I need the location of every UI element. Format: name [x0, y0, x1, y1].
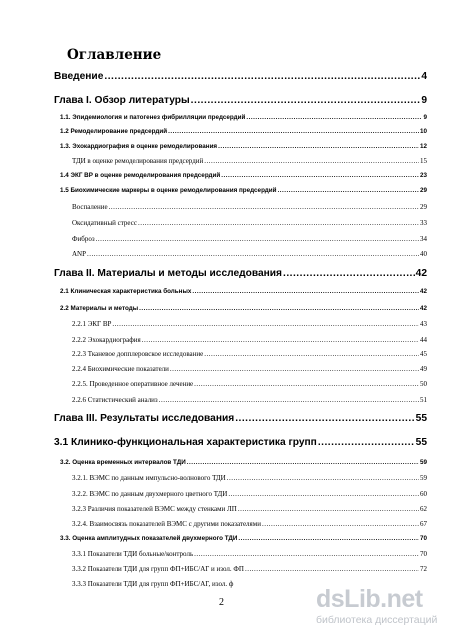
toc-leader-dots [228, 490, 419, 498]
toc-entry-page: 70 [419, 535, 427, 542]
toc-entry-title: 3.2.2. ВЭМС по данным двухмерного цветного ТДИ [72, 490, 228, 498]
toc-entry-page: 9 [421, 95, 427, 106]
toc-entry-page: 42 [419, 288, 427, 295]
toc-leader-dots [192, 288, 419, 295]
toc-entry-title: Введение [54, 71, 104, 82]
toc-entry-title: 3.3.3 Показатели ТДИ для групп ФП+ИБС/АГ, изол. ф [72, 580, 234, 588]
toc-entry-title: 3.2.1. ВЭМС по данным импульсно-волнового ТДИ [72, 474, 226, 482]
toc-entry-page: 45 [420, 350, 427, 358]
toc-entry[interactable] [60, 172, 427, 179]
toc-entry[interactable] [72, 550, 427, 558]
toc-entry-page: 72 [420, 565, 427, 573]
toc-entry[interactable] [60, 459, 427, 466]
toc-entry[interactable] [54, 268, 427, 279]
toc-entry-title: 2.2.5. Проведенное оперативное лечение [72, 380, 194, 388]
toc-entry[interactable] [72, 203, 427, 211]
toc-entry[interactable] [72, 336, 427, 344]
toc-entry-title: Фиброз [72, 235, 95, 243]
toc-entry-page: 51 [420, 396, 427, 404]
toc-entry[interactable] [60, 288, 427, 295]
toc-leader-dots [246, 114, 422, 121]
toc-entry-title: 2.2.1 ЭКГ ВР [72, 320, 112, 328]
toc-leader-dots [139, 305, 419, 312]
toc-leader-dots [96, 235, 419, 243]
toc-entry-page: 55 [415, 437, 427, 448]
watermark-tagline: библиотека диссертаций [316, 614, 438, 626]
toc-entry-page: 60 [420, 490, 427, 498]
toc-leader-dots [245, 565, 419, 573]
toc-entry-title: Глава II. Материалы и методы исследования [54, 268, 282, 279]
toc-entry-title: 3.2. Оценка временных интервалов ТДИ [60, 459, 186, 466]
toc-entry[interactable] [72, 320, 427, 328]
watermark-logo: dsLib.net [316, 585, 423, 613]
toc-entry[interactable] [72, 380, 427, 388]
toc-entry[interactable] [72, 250, 427, 258]
toc-entry[interactable] [54, 413, 427, 424]
toc-entry-page: 70 [420, 550, 427, 558]
toc-entry-page: 33 [420, 219, 427, 227]
toc-entry-page: 42 [419, 305, 427, 312]
toc-leader-dots [262, 520, 419, 528]
toc-leader-dots [204, 157, 419, 165]
toc-leader-dots [227, 474, 419, 482]
toc-entry-page: 34 [420, 235, 427, 243]
toc-entry[interactable] [72, 350, 427, 358]
toc-leader-dots [191, 95, 421, 106]
toc-leader-dots [318, 437, 415, 448]
toc-leader-dots [170, 365, 419, 373]
toc-leader-dots [87, 250, 419, 258]
toc-entry[interactable] [60, 305, 427, 312]
toc-leader-dots [218, 143, 419, 150]
toc-entry-page: 44 [420, 336, 427, 344]
toc-entry-page: 43 [420, 320, 427, 328]
toc-entry-title: 3.2.4. Взаимосвязь показателей ВЭМС с другими показателями [72, 520, 261, 528]
toc-entry[interactable] [72, 219, 427, 227]
toc-entry[interactable] [54, 437, 427, 448]
toc-entry[interactable] [72, 565, 427, 573]
toc-leader-dots [168, 128, 419, 135]
toc-leader-dots [138, 219, 419, 227]
toc-entry-title: 2.2 Материалы и методы [60, 305, 139, 312]
toc-entry[interactable] [72, 235, 427, 243]
toc-leader-dots [238, 505, 419, 513]
toc-entry-title: 2.2.3 Тканевое допплеровское исследование [72, 350, 204, 358]
toc-entry-title: 2.2.2 Эхокардиография [72, 336, 141, 344]
toc-entry-title: 1.4 ЭКГ ВР в оценке ремоделирования предсердий [60, 172, 221, 179]
toc-entry-page: 10 [419, 128, 427, 135]
toc-leader-dots [109, 203, 419, 211]
toc-entry-page: 59 [420, 474, 427, 482]
toc-leader-dots [235, 413, 414, 424]
toc-entry[interactable] [54, 95, 427, 106]
toc-entry-page: 59 [419, 459, 427, 466]
toc-entry-title: 3.3.2 Показатели ТДИ для групп ФП+ИБС/АГ и изол. ФП [72, 565, 244, 573]
toc-entry-page: 49 [420, 365, 427, 373]
toc-entry-page: 62 [420, 505, 427, 513]
toc-leader-dots [159, 396, 419, 404]
toc-entry[interactable] [60, 187, 427, 194]
toc-entry[interactable] [60, 143, 427, 150]
toc-entry-title: Воспаление [72, 203, 108, 211]
toc-entry[interactable] [72, 365, 427, 373]
toc-leader-dots [278, 187, 419, 194]
toc-entry-page: 50 [420, 380, 427, 388]
toc-entry-page: 29 [419, 187, 427, 194]
toc-leader-dots [112, 320, 419, 328]
page-title: Оглавление [67, 47, 162, 63]
toc-entry-title: ANP [72, 250, 87, 258]
toc-entry-page: 55 [415, 413, 427, 424]
toc-entry-page: 42 [415, 268, 427, 279]
toc-entry-page: 40 [420, 250, 427, 258]
toc-entry[interactable] [72, 396, 427, 404]
toc-entry-page: 4 [421, 71, 427, 82]
toc-entry-title: 1.1. Эпидемиология и патогенез фибрилляции предсердий [60, 114, 246, 121]
toc-leader-dots [204, 350, 419, 358]
toc-entry-title: 2.2.6 Статистический анализ [72, 396, 158, 404]
toc-entry-title: Глава III. Результаты исследования [54, 413, 235, 424]
toc-leader-dots [187, 459, 419, 466]
toc-entry-title: 1.5 Биохимические маркеры в оценке ремоделирования предсердий [60, 187, 277, 194]
toc-entry-title: 2.2.4 Биохимические показатели [72, 365, 169, 373]
toc-entry-title: 1.2 Ремоделирование предсердий [60, 128, 168, 135]
toc-entry-title: 3.3. Оценка амплитудных показателей двухмерного ТДИ [60, 535, 238, 542]
toc-entry[interactable] [60, 535, 427, 542]
toc-entry-title: Глава I. Обзор литературы [54, 95, 190, 106]
watermark [316, 585, 446, 625]
toc-entry-title: 3.2.3 Различия показателей ВЭМС между стенками ЛП [72, 505, 237, 513]
toc-entry-title: 2.1 Клиническая характеристика больных [60, 288, 192, 295]
toc-leader-dots [194, 550, 419, 558]
toc-entry-title: 3.3.1 Показатели ТДИ больные/контроль [72, 550, 194, 558]
toc-leader-dots [194, 380, 419, 388]
toc-entry-page: 9 [423, 114, 427, 121]
toc-entry[interactable] [60, 128, 427, 135]
toc-entry-page: 67 [420, 520, 427, 528]
toc-entry[interactable] [60, 114, 427, 121]
toc-entry[interactable] [72, 474, 427, 482]
toc-entry-title: 1.3. Эхокардиография в оценке ремоделирования [60, 143, 218, 150]
toc-entry-page: 12 [419, 143, 427, 150]
toc-entry-title: ТДИ в оценке ремоделирования предсердий [72, 157, 204, 165]
toc-entry[interactable] [72, 490, 427, 498]
toc-entry[interactable] [72, 505, 427, 513]
toc-entry[interactable] [72, 157, 427, 165]
toc-leader-dots [221, 172, 419, 179]
toc-leader-dots [142, 336, 419, 344]
toc-entry-title: 3.1 Клинико-функциональная характеристика групп [54, 437, 317, 448]
toc-leader-dots [104, 71, 420, 82]
toc-entry-page: 15 [420, 157, 427, 165]
page-number: 2 [219, 597, 224, 608]
toc-entry-page: 29 [420, 203, 427, 211]
toc-entry-title: Оксидативный стресс [72, 219, 137, 227]
toc-leader-dots [238, 535, 419, 542]
toc-entry[interactable] [72, 520, 427, 528]
toc-entry[interactable] [54, 71, 427, 82]
toc-leader-dots [283, 268, 415, 279]
toc-entry-page: 23 [419, 172, 427, 179]
